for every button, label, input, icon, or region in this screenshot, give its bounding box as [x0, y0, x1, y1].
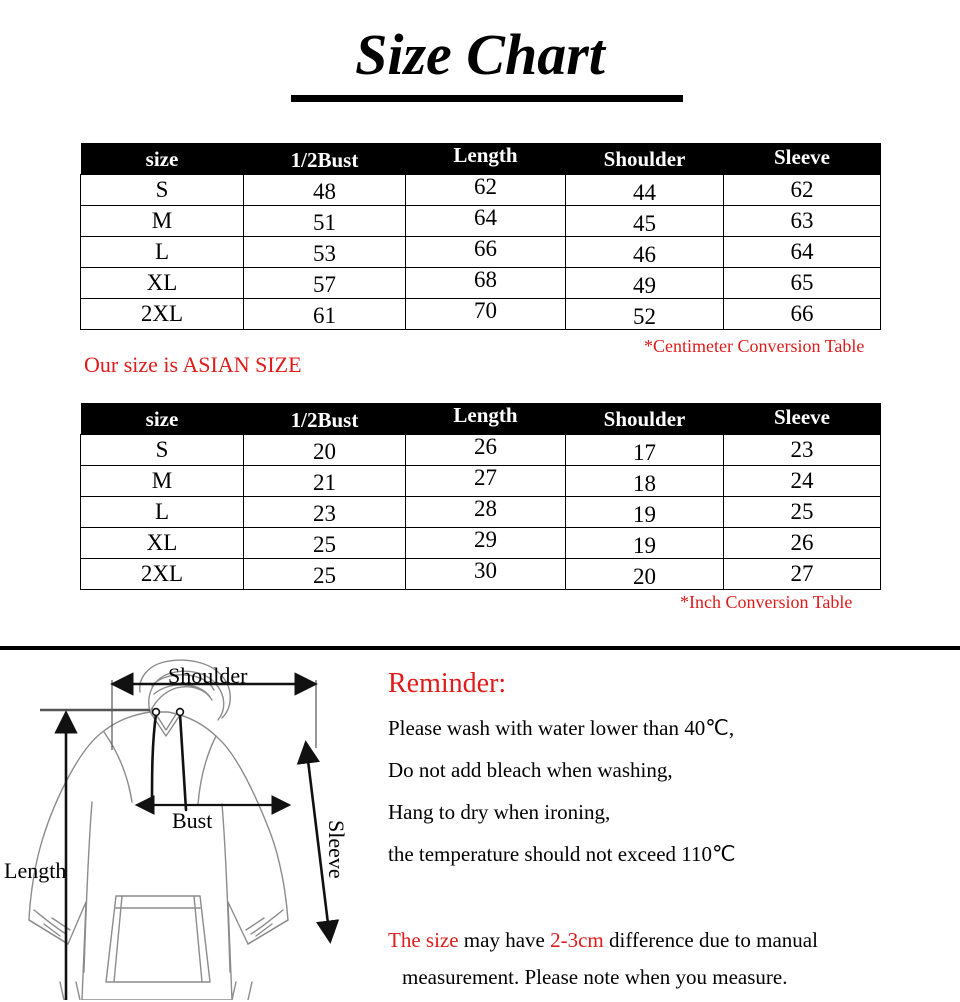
- cell-sleeve: 62: [724, 175, 881, 206]
- cell-sleeve: 27: [724, 559, 881, 590]
- cell-size: 2XL: [81, 559, 244, 590]
- cell-sleeve: 25: [724, 497, 881, 528]
- cell-bust: 23: [244, 497, 406, 528]
- table-row: [81, 528, 881, 559]
- cell-sleeve: 26: [724, 528, 881, 559]
- cell-sleeve: 24: [724, 466, 881, 497]
- cell-bust: 61: [244, 299, 406, 330]
- care-instruction-line: Hang to dry when ironing,: [388, 800, 611, 824]
- centimeter-size-table: [80, 143, 881, 330]
- disclaimer-line-2: measurement. Please note when you measure.: [402, 965, 788, 989]
- cell-length: 64: [406, 206, 566, 237]
- cell-sleeve: 65: [724, 268, 881, 299]
- column-header-shoulder: Shoulder: [566, 143, 724, 175]
- cell-size: 2XL: [81, 299, 244, 330]
- drawstring-eyelet-right: [177, 709, 184, 716]
- inch-size-table: [80, 403, 881, 590]
- cell-sleeve: 23: [724, 435, 881, 466]
- cell-bust: 48: [244, 175, 406, 206]
- column-header-bust: 1/2Bust: [244, 403, 406, 435]
- column-header-size: size: [81, 143, 244, 175]
- cell-length: 26: [406, 435, 566, 466]
- cell-size: M: [81, 206, 244, 237]
- disclaimer-text-a: may have: [458, 928, 551, 952]
- cell-shoulder: 45: [566, 206, 724, 237]
- cell-size: L: [81, 497, 244, 528]
- disclaimer-emphasis-tolerance: 2-3cm: [550, 928, 604, 952]
- cell-shoulder: 19: [566, 528, 724, 559]
- table-row: [81, 435, 881, 466]
- cell-bust: 25: [244, 528, 406, 559]
- table-row: [81, 175, 881, 206]
- cell-size: L: [81, 237, 244, 268]
- cell-bust: 25: [244, 559, 406, 590]
- column-header-length: Length: [406, 403, 566, 435]
- cell-bust: 21: [244, 466, 406, 497]
- sleeve-measure-label: Sleeve: [324, 820, 349, 879]
- reminder-heading: Reminder:: [388, 668, 507, 699]
- section-divider: [0, 646, 960, 650]
- cell-size: S: [81, 435, 244, 466]
- centimeter-table-caption: *Centimeter Conversion Table: [644, 336, 865, 356]
- cell-shoulder: 44: [566, 175, 724, 206]
- table-row: [81, 268, 881, 299]
- cell-length: 70: [406, 299, 566, 330]
- cell-shoulder: 46: [566, 237, 724, 268]
- disclaimer-text-b: difference due to manual: [603, 928, 818, 952]
- cell-length: 27: [406, 466, 566, 497]
- measurement-disclaimer: [388, 928, 960, 1002]
- cell-shoulder: 17: [566, 435, 724, 466]
- cell-length: 30: [406, 559, 566, 590]
- table-header-row: [81, 403, 881, 435]
- length-measure-label: Length: [4, 858, 67, 883]
- cell-bust: 51: [244, 206, 406, 237]
- table-row: [81, 497, 881, 528]
- cell-size: XL: [81, 528, 244, 559]
- cell-shoulder: 19: [566, 497, 724, 528]
- asian-size-note: Our size is ASIAN SIZE: [84, 352, 302, 377]
- cell-sleeve: 66: [724, 299, 881, 330]
- cell-sleeve: 63: [724, 206, 881, 237]
- cell-bust: 53: [244, 237, 406, 268]
- title-underline: [291, 95, 683, 102]
- table-row: [81, 237, 881, 268]
- table-row: [81, 466, 881, 497]
- page-title: Size Chart: [355, 22, 605, 87]
- cell-size: S: [81, 175, 244, 206]
- table-row: [81, 206, 881, 237]
- disclaimer-line-1: [388, 928, 960, 953]
- cell-size: XL: [81, 268, 244, 299]
- drawstring-eyelet-left: [153, 709, 160, 716]
- column-header-size: size: [81, 403, 244, 435]
- page-title-container: [0, 24, 960, 90]
- inch-table-caption: *Inch Conversion Table: [680, 592, 853, 612]
- column-header-length: Length: [406, 143, 566, 175]
- column-header-sleeve: Sleeve: [724, 143, 881, 175]
- cell-length: 62: [406, 175, 566, 206]
- table-row: [81, 559, 881, 590]
- care-instruction-line: Please wash with water lower than 40℃,: [388, 716, 735, 740]
- cell-length: 28: [406, 497, 566, 528]
- shoulder-measure-label: Shoulder: [168, 663, 248, 688]
- cell-size: M: [81, 466, 244, 497]
- column-header-sleeve: Sleeve: [724, 403, 881, 435]
- cell-shoulder: 52: [566, 299, 724, 330]
- table-row: [81, 299, 881, 330]
- cell-sleeve: 64: [724, 237, 881, 268]
- cell-shoulder: 20: [566, 559, 724, 590]
- cell-length: 66: [406, 237, 566, 268]
- cell-bust: 57: [244, 268, 406, 299]
- bust-measure-label: Bust: [172, 808, 213, 833]
- care-instruction-line: the temperature should not exceed 110℃: [388, 842, 736, 866]
- cell-shoulder: 49: [566, 268, 724, 299]
- column-header-bust: 1/2Bust: [244, 143, 406, 175]
- cell-length: 29: [406, 528, 566, 559]
- cell-shoulder: 18: [566, 466, 724, 497]
- cell-bust: 20: [244, 435, 406, 466]
- table-header-row: [81, 143, 881, 175]
- reminder-panel: [388, 668, 948, 884]
- disclaimer-emphasis-size: The size: [388, 928, 459, 952]
- care-instruction-line: Do not add bleach when washing,: [388, 758, 673, 782]
- cell-length: 68: [406, 268, 566, 299]
- column-header-shoulder: Shoulder: [566, 403, 724, 435]
